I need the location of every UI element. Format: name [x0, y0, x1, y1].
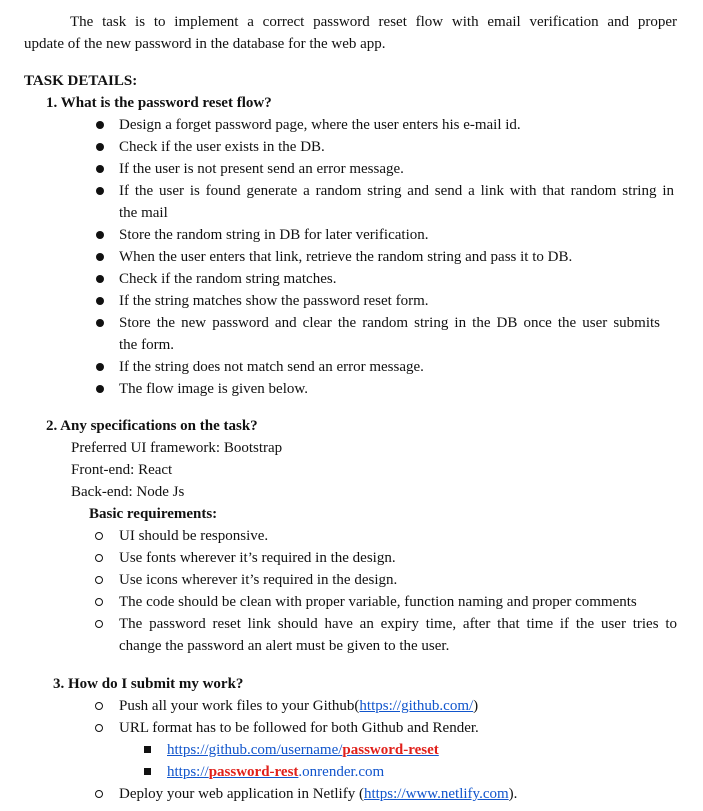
bullet-dot	[96, 121, 104, 129]
intro-line-2: update of the new password in the database for the web app.	[24, 36, 386, 52]
github-url-repo-name: password-reset	[342, 742, 439, 758]
bullet-dot	[96, 319, 104, 327]
submit-item-netlify-suffix: ).	[508, 786, 518, 802]
bullet-dot	[96, 385, 104, 393]
flow-step: Store the random string in DB for later verification.	[119, 227, 429, 243]
submit-item-url-format: URL format has to be followed for both Github and Render.	[119, 720, 479, 736]
submit-item-github-text: Push all your work files to your Github(	[119, 698, 360, 714]
section3-heading: 3. How do I submit my work?	[53, 676, 244, 692]
flow-step: Check if the user exists in the DB.	[119, 139, 325, 155]
flow-step: If the string does not match send an error message.	[119, 359, 424, 375]
submit-item-github-suffix: )	[473, 698, 479, 714]
bullet-dot	[96, 187, 104, 195]
github-url-link[interactable]	[167, 742, 439, 758]
requirement-item: The code should be clean with proper variable, function naming and proper comments	[119, 594, 637, 610]
square-bullet	[144, 746, 151, 753]
github-url-format	[167, 740, 439, 760]
task-details-heading: TASK DETAILS:	[24, 73, 138, 89]
requirement-item: UI should be responsive.	[119, 528, 269, 544]
hollow-bullet	[95, 724, 103, 732]
flow-step: If the string matches show the password reset form.	[119, 293, 429, 309]
submit-item-github	[119, 696, 478, 716]
hollow-bullet	[95, 554, 103, 562]
hollow-bullet	[95, 702, 103, 710]
hollow-bullet	[95, 576, 103, 584]
requirement-item: Use icons wherever it’s required in the design.	[119, 572, 398, 588]
submit-item-netlify	[119, 784, 517, 804]
bullet-dot	[96, 165, 104, 173]
github-url-prefix: https://github.com/username/	[167, 742, 343, 758]
bullet-dot	[96, 297, 104, 305]
intro-line-1: The task is to implement a correct password reset flow with email verification and proper	[70, 14, 677, 30]
bullet-dot	[96, 231, 104, 239]
requirement-item: The password reset link should have an expiry time, after that time if the user tries to	[119, 616, 677, 632]
flow-step: When the user enters that link, retrieve the random string and pass it to DB.	[119, 249, 573, 265]
bullet-dot	[96, 275, 104, 283]
hollow-bullet	[95, 620, 103, 628]
flow-step-continuation: the form.	[119, 337, 174, 353]
submit-item-netlify-text: Deploy your web application in Netlify (	[119, 786, 364, 802]
render-url-suffix: .onrender.com	[298, 764, 385, 780]
hollow-bullet	[95, 532, 103, 540]
section1-heading: 1. What is the password reset flow?	[46, 95, 272, 111]
square-bullet	[144, 768, 151, 775]
hollow-bullet	[95, 790, 103, 798]
flow-step: If the user is found generate a random string and send a link with that random string in	[119, 183, 674, 199]
bullet-dot	[96, 363, 104, 371]
requirement-item: Use fonts wherever it’s required in the design.	[119, 550, 396, 566]
section2-heading: 2. Any specifications on the task?	[46, 418, 258, 434]
flow-step-continuation: the mail	[119, 205, 168, 221]
bullet-dot	[96, 143, 104, 151]
spec-ui-framework: Preferred UI framework: Bootstrap	[71, 440, 283, 456]
netlify-link[interactable]: https://www.netlify.com	[363, 786, 509, 802]
render-url-app-name: password-rest	[208, 764, 299, 780]
requirement-continuation: change the password an alert must be given to the user.	[119, 638, 450, 654]
flow-step: If the user is not present send an error message.	[119, 161, 404, 177]
flow-step: Design a forget password page, where the user enters his e-mail id.	[119, 117, 521, 133]
flow-step: Store the new password and clear the random string in the DB once the user submits	[119, 315, 660, 331]
spec-front-end: Front-end: React	[71, 462, 173, 478]
github-link[interactable]: https://github.com/	[359, 698, 474, 714]
hollow-bullet	[95, 598, 103, 606]
render-url-prefix: https://	[167, 764, 209, 780]
render-url-format	[167, 762, 384, 782]
basic-requirements-heading: Basic requirements:	[89, 506, 218, 522]
bullet-dot	[96, 253, 104, 261]
render-url-link[interactable]	[167, 764, 298, 780]
flow-step: The flow image is given below.	[119, 381, 308, 397]
spec-back-end: Back-end: Node Js	[71, 484, 185, 500]
flow-step: Check if the random string matches.	[119, 271, 337, 287]
